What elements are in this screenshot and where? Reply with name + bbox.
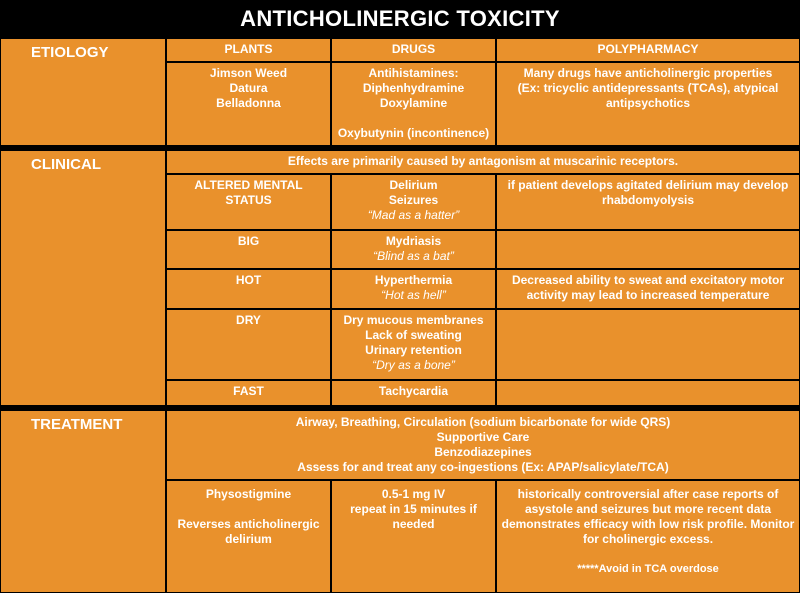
sign-fast xyxy=(167,381,330,405)
antidote-cell xyxy=(167,481,330,592)
comment-line: historically controversial after case reports of xyxy=(517,487,779,501)
note-line: rhabdomyolysis xyxy=(601,193,695,207)
comment-cell xyxy=(497,481,799,592)
sign-label: DRY xyxy=(236,313,261,327)
antidote-effect: Reverses anticholinergic xyxy=(177,517,320,531)
note-hot xyxy=(497,270,799,308)
drugs-list xyxy=(332,63,495,145)
clinical-summary xyxy=(167,151,799,173)
antidote-effect: delirium xyxy=(225,532,272,546)
clinical-summary-text: Effects are primarily caused by antagonism at muscarinic receptors. xyxy=(287,154,679,168)
sign-label: STATUS xyxy=(225,193,272,207)
text-line: (Ex: tricyclic antidepressants (TCAs), atypical xyxy=(517,81,779,95)
polypharmacy-header xyxy=(497,39,799,61)
list-item: Antihistamines: xyxy=(368,66,459,80)
mnemonic: “Dry as a bone” xyxy=(372,358,455,372)
effect-item: Urinary retention xyxy=(365,343,462,357)
treatment-line: Assess for and treat any co-ingestions (Ex: APAP/salicylate/TCA) xyxy=(297,460,669,474)
comment-line: demonstrates efficacy with low risk profile. Monitor xyxy=(501,517,795,531)
effects-big xyxy=(332,231,495,268)
sign-hot xyxy=(167,270,330,308)
polypharmacy-header-label: POLYPHARMACY xyxy=(597,42,699,56)
dose-line: repeat in 15 minutes if xyxy=(350,502,477,516)
note-line: activity may lead to increased temperature xyxy=(526,288,770,302)
drugs-header xyxy=(332,39,495,61)
treatment-line: Supportive Care xyxy=(436,430,530,444)
note-fast xyxy=(497,381,799,405)
list-item: Datura xyxy=(229,81,268,95)
effects-altered-mental-status xyxy=(332,175,495,229)
effect-item: Seizures xyxy=(388,193,439,207)
sign-label: ALTERED MENTAL xyxy=(194,178,303,192)
list-item: Diphenhydramine xyxy=(362,81,465,95)
mnemonic: “Blind as a bat” xyxy=(373,249,454,263)
list-item: Belladonna xyxy=(216,96,281,110)
note-line: Decreased ability to sweat and excitatory motor xyxy=(511,273,785,287)
plants-list xyxy=(167,63,330,145)
list-item: Jimson Weed xyxy=(209,66,288,80)
effect-item: Dry mucous membranes xyxy=(343,313,484,327)
comment-line: for cholinergic excess. xyxy=(582,532,714,546)
treatment-general xyxy=(167,411,799,479)
effect-item: Delirium xyxy=(389,178,438,192)
polypharmacy-text xyxy=(497,63,799,145)
mnemonic: “Mad as a hatter” xyxy=(367,208,460,222)
dose-line: 0.5-1 mg IV xyxy=(381,487,446,501)
sign-label: HOT xyxy=(235,273,262,287)
effect-item: Mydriasis xyxy=(385,234,442,248)
clinical-label: CLINICAL xyxy=(31,156,101,173)
treatment-line: Airway, Breathing, Circulation (sodium bicarbonate for wide QRS) xyxy=(295,415,671,429)
sign-altered-mental-status xyxy=(167,175,330,229)
note-line: if patient develops agitated delirium may develop xyxy=(507,178,789,192)
dose-line: needed xyxy=(392,517,435,531)
treatment-line: Benzodiazepines xyxy=(434,445,532,459)
sign-label: BIG xyxy=(237,234,260,248)
etiology-label-cell xyxy=(1,39,165,145)
effects-fast xyxy=(332,381,495,405)
page-title: ANTICHOLINERGIC TOXICITY xyxy=(0,0,800,37)
list-item: Oxybutynin (incontinence) xyxy=(337,126,490,140)
effect-item: Lack of sweating xyxy=(365,328,462,342)
dose-cell xyxy=(332,481,495,592)
antidote-name: Physostigmine xyxy=(205,487,292,501)
drugs-header-label: DRUGS xyxy=(391,42,436,56)
effect-item: Tachycardia xyxy=(378,384,449,398)
sign-label: FAST xyxy=(233,384,264,398)
mnemonic: “Hot as hell” xyxy=(381,288,446,302)
plants-header xyxy=(167,39,330,61)
clinical-label-cell xyxy=(1,151,165,405)
effect-item: Hyperthermia xyxy=(374,273,453,287)
plants-header-label: PLANTS xyxy=(224,42,273,56)
effects-hot xyxy=(332,270,495,308)
etiology-label: ETIOLOGY xyxy=(31,44,109,61)
text-line: antipsychotics xyxy=(605,96,691,110)
note-altered-mental-status xyxy=(497,175,799,229)
sign-big xyxy=(167,231,330,268)
treatment-label: TREATMENT xyxy=(31,416,123,433)
effects-dry xyxy=(332,310,495,379)
note-big xyxy=(497,231,799,268)
text-line: Many drugs have anticholinergic properties xyxy=(523,66,773,80)
note-dry xyxy=(497,310,799,379)
tca-warning: *****Avoid in TCA overdose xyxy=(577,563,719,575)
comment-line: asystole and seizures but more recent data xyxy=(524,502,772,516)
sign-dry xyxy=(167,310,330,379)
list-item: Doxylamine xyxy=(379,96,448,110)
treatment-label-cell xyxy=(1,411,165,592)
